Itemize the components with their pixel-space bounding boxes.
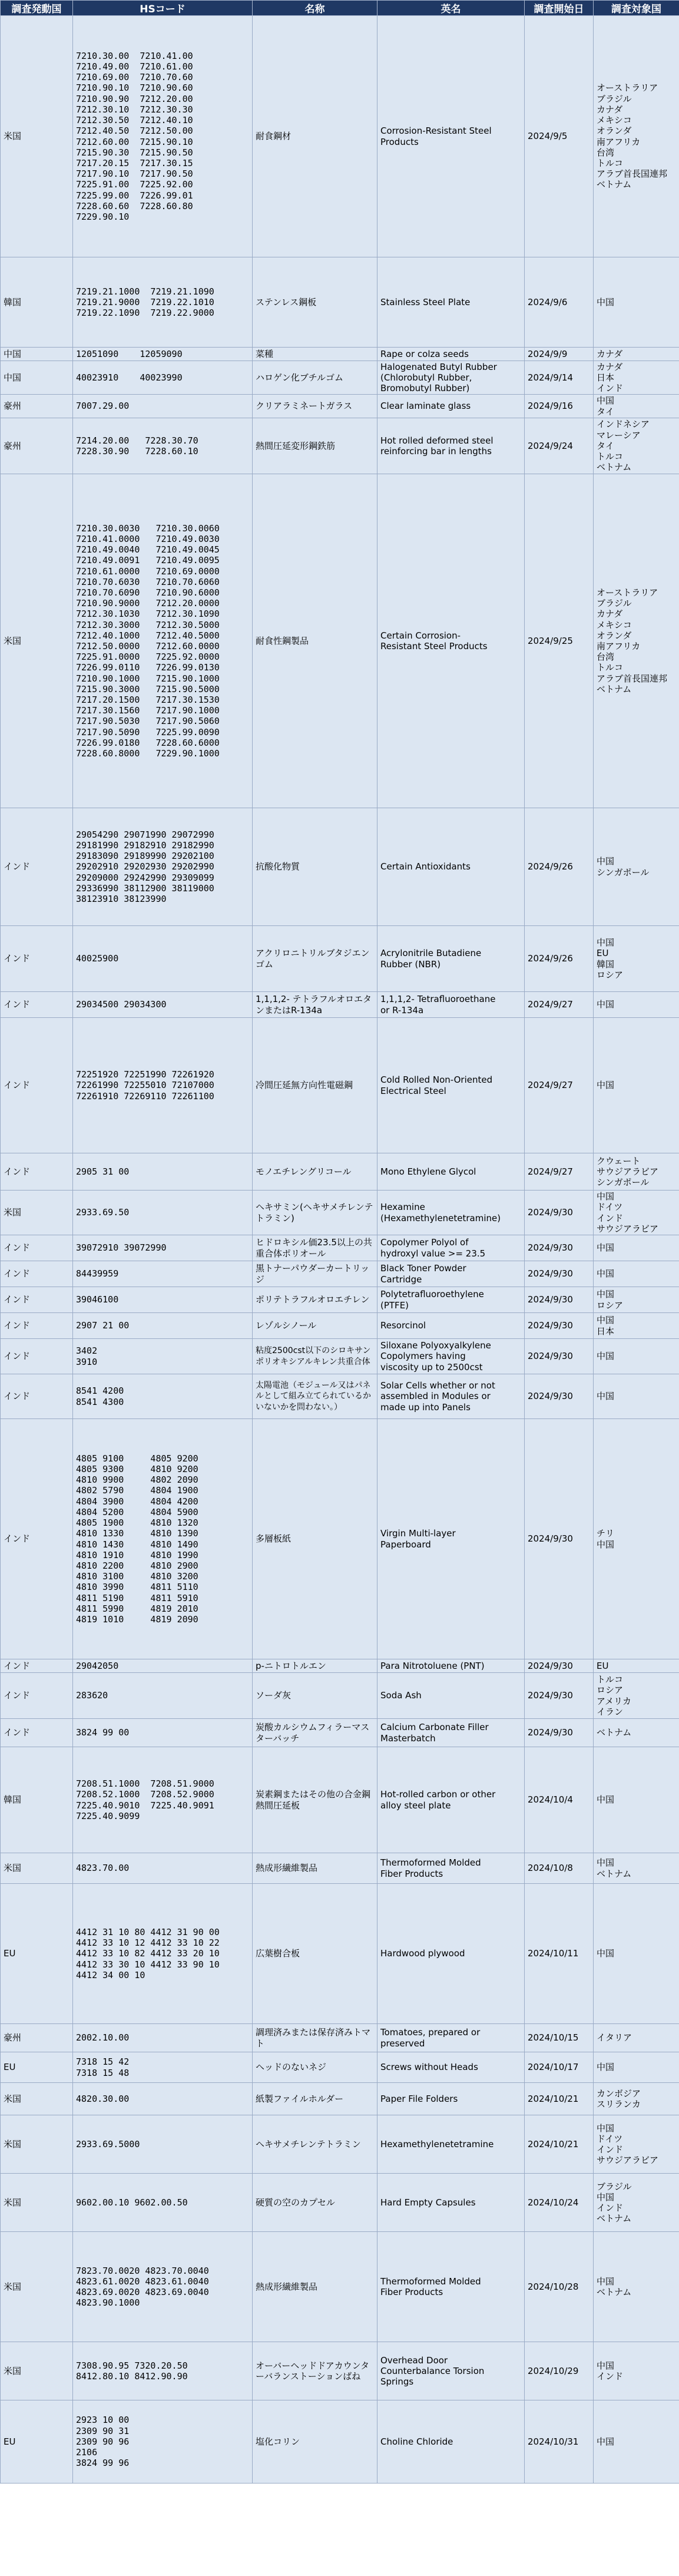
name-cell: 炭素鋼またはその他の合金鋼熱間圧延板: [253, 1747, 377, 1853]
date-cell: 2024/9/30: [525, 1374, 594, 1419]
hs-code-cell: 4820.30.00: [73, 2083, 253, 2115]
english-name-cell: Soda Ash: [377, 1673, 525, 1719]
name-cell: ヘッドのないネジ: [253, 2052, 377, 2083]
english-name-cell: Certain Antioxidants: [377, 808, 525, 926]
name-cell: 硬質の空のカプセル: [253, 2174, 377, 2232]
targets-cell: 中国: [594, 1235, 679, 1261]
targets-cell: 中国: [594, 1374, 679, 1419]
table-row: [1, 1374, 679, 1419]
targets-cell: 中国: [594, 257, 679, 348]
country-cell: インド: [1, 1313, 73, 1339]
hs-code-cell: 2933.69.50: [73, 1191, 253, 1235]
date-cell: 2024/10/24: [525, 2174, 594, 2232]
country-cell: 豪州: [1, 418, 73, 474]
hs-code-cell: 2002.10.00: [73, 2024, 253, 2052]
english-name-cell: Certain Corrosion- Resistant Steel Products: [377, 474, 525, 808]
country-cell: インド: [1, 1659, 73, 1673]
targets-cell: 中国 インド: [594, 2342, 679, 2400]
targets-cell: オーストラリア ブラジル カナダ メキシコ オランダ 南アフリカ 台湾 トルコ アラブ首長国連邦 ベトナム: [594, 474, 679, 808]
targets-cell: 中国 ドイツ インド サウジアラビア: [594, 2115, 679, 2174]
country-cell: 韓国: [1, 257, 73, 348]
table-row: [1, 2052, 679, 2083]
name-cell: クリアラミネートガラス: [253, 395, 377, 418]
country-cell: インド: [1, 1153, 73, 1191]
english-name-cell: Clear laminate glass: [377, 395, 525, 418]
name-cell: 抗酸化物質: [253, 808, 377, 926]
country-cell: インド: [1, 1673, 73, 1719]
date-cell: 2024/10/17: [525, 2052, 594, 2083]
name-cell: ヘキサメチレンテトラミン: [253, 2115, 377, 2174]
english-name-cell: Calcium Carbonate Filler Masterbatch: [377, 1719, 525, 1747]
date-cell: 2024/9/30: [525, 1191, 594, 1235]
table-row: [1, 2174, 679, 2232]
name-cell: 熱間圧延変形鋼鉄筋: [253, 418, 377, 474]
hs-code-cell: 7214.20.00 7228.30.70 7228.30.90 7228.60.10: [73, 418, 253, 474]
date-cell: 2024/9/30: [525, 1659, 594, 1673]
targets-cell: 中国: [594, 1339, 679, 1374]
table-row: [1, 992, 679, 1018]
table-row: [1, 2232, 679, 2342]
date-cell: 2024/9/26: [525, 926, 594, 992]
name-cell: 熱成形繊維製品: [253, 2232, 377, 2342]
name-cell: 粘度2500cst以下のシロキサンポリオキシアルキレン共重合体: [253, 1339, 377, 1374]
english-name-cell: Cold Rolled Non-Oriented Electrical Steel: [377, 1018, 525, 1153]
table-row: [1, 1287, 679, 1313]
english-name-cell: Screws without Heads: [377, 2052, 525, 2083]
date-cell: 2024/9/14: [525, 361, 594, 395]
date-cell: 2024/9/30: [525, 1673, 594, 1719]
date-cell: 2024/9/27: [525, 1018, 594, 1153]
header-hs-code: HSコード: [73, 1, 253, 16]
country-cell: インド: [1, 1018, 73, 1153]
table-row: [1, 2115, 679, 2174]
name-cell: 黒トナーパウダーカートリッジ: [253, 1261, 377, 1287]
date-cell: 2024/9/6: [525, 257, 594, 348]
targets-cell: トルコ ロシア アメリカ イラン: [594, 1673, 679, 1719]
hs-code-cell: 7210.30.0030 7210.30.0060 7210.41.0000 7210.49.0030 7210.49.0040 7210.49.0045 7210.49.0091 7210.49.0095 7210.61.0000 7210.69.0000 7210.70.6030 7210.70.6060 7210.70.6090 7210.90.6000 7210.90.9000 7212.20.0000 7212.30.1030 7212.30.1090 7212.30.3000 7212.30.5000 7212.40.1000 7212.40.5000 7212.50.0000 7212.60.0000 7225.91.0000 7225.92.0000 7226.99.0110 7226.99.0130 7210.90.1000 7215.90.1000 7215.90.3000 7215.90.5000 7217.20.1500 7217.30.1530 7217.30.1560 7217.90.1000 7217.90.5030 7217.90.5060 7217.90.5090 7225.99.0090 7226.99.0180 7228.60.6000 7228.60.8000 7229.90.1000: [73, 474, 253, 808]
hs-code-cell: 29054290 29071990 29072990 29181990 29182910 29182990 29183090 29189990 29202100 29202910 29202930 29202990 29209000 29242990 29309099 29336990 38112900 38119000 38123910 38123990: [73, 808, 253, 926]
name-cell: アクリロニトリルブタジエンゴム: [253, 926, 377, 992]
country-cell: インド: [1, 1719, 73, 1747]
english-name-cell: Hardwood plywood: [377, 1884, 525, 2024]
hs-code-cell: 4412 31 10 80 4412 31 90 00 4412 33 10 12 4412 33 10 22 4412 33 10 82 4412 33 20 10 4412 33 30 10 4412 33 90 10 4412 34 00 10: [73, 1884, 253, 2024]
targets-cell: チリ 中国: [594, 1419, 679, 1659]
table-row: [1, 2024, 679, 2052]
hs-code-cell: 283620: [73, 1673, 253, 1719]
table-row: [1, 1719, 679, 1747]
table-row: [1, 1153, 679, 1191]
hs-code-cell: 2933.69.5000: [73, 2115, 253, 2174]
hs-code-cell: 40023910 40023990: [73, 361, 253, 395]
name-cell: オーバーヘッドドアカウンターバランストーションばね: [253, 2342, 377, 2400]
country-cell: インド: [1, 926, 73, 992]
date-cell: 2024/9/30: [525, 1419, 594, 1659]
date-cell: 2024/10/21: [525, 2083, 594, 2115]
country-cell: インド: [1, 1261, 73, 1287]
name-cell: ヘキサミン(ヘキサメチレンテトラミン): [253, 1191, 377, 1235]
name-cell: ハロゲン化ブチルゴム: [253, 361, 377, 395]
english-name-cell: Siloxane Polyoxyalkylene Copolymers having viscosity up to 2500cst: [377, 1339, 525, 1374]
header-start-date: 調査開始日: [525, 1, 594, 16]
table-row: [1, 2400, 679, 2484]
name-cell: ポリテトラフルオロエチレン: [253, 1287, 377, 1313]
hs-code-cell: 29042050: [73, 1659, 253, 1673]
name-cell: 冷間圧延無方向性電磁鋼: [253, 1018, 377, 1153]
table-row: [1, 1673, 679, 1719]
hs-code-cell: 39072910 39072990: [73, 1235, 253, 1261]
hs-code-cell: 9602.00.10 9602.00.50: [73, 2174, 253, 2232]
table-row: [1, 474, 679, 808]
country-cell: 豪州: [1, 2024, 73, 2052]
country-cell: インド: [1, 808, 73, 926]
date-cell: 2024/9/30: [525, 1339, 594, 1374]
english-name-cell: Mono Ethylene Glycol: [377, 1153, 525, 1191]
english-name-cell: Corrosion-Resistant Steel Products: [377, 16, 525, 257]
hs-code-cell: 4805 9100 4805 9200 4805 9300 4810 9200 4810 9900 4802 2090 4802 5790 4804 1900 4804 3900 4804 4200 4804 5200 4804 5900 4805 1900 4810 1320 4810 1330 4810 1390 4810 1430 4810 1490 4810 1910 4810 1990 4810 2200 4810 2900 4810 3100 4810 3200 4810 3990 4811 5110 4811 5190 4811 5910 4811 5990 4819 2010 4819 1010 4819 2090: [73, 1419, 253, 1659]
table-row: [1, 1884, 679, 2024]
hs-code-cell: 2905 31 00: [73, 1153, 253, 1191]
targets-cell: 中国 シンガポール: [594, 808, 679, 926]
name-cell: 耐食性鋼製品: [253, 474, 377, 808]
date-cell: 2024/9/9: [525, 348, 594, 361]
hs-code-cell: 8541 4200 8541 4300: [73, 1374, 253, 1419]
table-row: [1, 808, 679, 926]
name-cell: p-ニトロトルエン: [253, 1659, 377, 1673]
table-row: [1, 2083, 679, 2115]
date-cell: 2024/10/15: [525, 2024, 594, 2052]
name-cell: モノエチレングリコール: [253, 1153, 377, 1191]
hs-code-cell: 72251920 72251990 72261920 72261990 72255010 72107000 72261910 72269110 72261100: [73, 1018, 253, 1153]
targets-cell: 中国 ロシア: [594, 1287, 679, 1313]
table-row: [1, 1853, 679, 1884]
name-cell: レゾルシノール: [253, 1313, 377, 1339]
hs-code-cell: 3402 3910: [73, 1339, 253, 1374]
targets-cell: EU: [594, 1659, 679, 1673]
country-cell: 米国: [1, 2083, 73, 2115]
date-cell: 2024/10/4: [525, 1747, 594, 1853]
table-row: [1, 1339, 679, 1374]
country-cell: インド: [1, 1235, 73, 1261]
english-name-cell: Rape or colza seeds: [377, 348, 525, 361]
english-name-cell: Acrylonitrile Butadiene Rubber (NBR): [377, 926, 525, 992]
name-cell: 菜種: [253, 348, 377, 361]
english-name-cell: Stainless Steel Plate: [377, 257, 525, 348]
country-cell: 米国: [1, 1853, 73, 1884]
english-name-cell: Halogenated Butyl Rubber (Chlorobutyl Rubber, Bromobutyl Rubber): [377, 361, 525, 395]
english-name-cell: Tomatoes, prepared or preserved: [377, 2024, 525, 2052]
country-cell: 米国: [1, 16, 73, 257]
name-cell: 広葉樹合板: [253, 1884, 377, 2024]
targets-cell: 中国 タイ: [594, 395, 679, 418]
english-name-cell: 1,1,1,2- Tetrafluoroethane or R-134a: [377, 992, 525, 1018]
date-cell: 2024/10/8: [525, 1853, 594, 1884]
english-name-cell: Resorcinol: [377, 1313, 525, 1339]
targets-cell: クウェート サウジアラビア シンガポール: [594, 1153, 679, 1191]
targets-cell: 中国: [594, 992, 679, 1018]
english-name-cell: Choline Chloride: [377, 2400, 525, 2484]
date-cell: 2024/9/30: [525, 1287, 594, 1313]
header-name: 名称: [253, 1, 377, 16]
hs-code-cell: 2923 10 00 2309 90 31 2309 90 96 2106 3824 99 96: [73, 2400, 253, 2484]
table-row: [1, 348, 679, 361]
name-cell: 調理済みまたは保存済みトマト: [253, 2024, 377, 2052]
country-cell: 米国: [1, 2342, 73, 2400]
hs-code-cell: 7219.21.1000 7219.21.1090 7219.21.9000 7219.22.1010 7219.22.1090 7219.22.9000: [73, 257, 253, 348]
date-cell: 2024/9/24: [525, 418, 594, 474]
country-cell: EU: [1, 2052, 73, 2083]
date-cell: 2024/10/11: [525, 1884, 594, 2024]
table-row: [1, 926, 679, 992]
name-cell: ステンレス鋼板: [253, 257, 377, 348]
country-cell: 韓国: [1, 1747, 73, 1853]
table-row: [1, 1659, 679, 1673]
targets-cell: 中国 ドイツ インド サウジアラビア: [594, 1191, 679, 1235]
targets-cell: 中国 EU 韓国 ロシア: [594, 926, 679, 992]
country-cell: 米国: [1, 2232, 73, 2342]
hs-code-cell: 40025900: [73, 926, 253, 992]
country-cell: インド: [1, 1339, 73, 1374]
table-row: [1, 1313, 679, 1339]
country-cell: 米国: [1, 2115, 73, 2174]
date-cell: 2024/9/30: [525, 1235, 594, 1261]
date-cell: 2024/10/29: [525, 2342, 594, 2400]
date-cell: 2024/9/16: [525, 395, 594, 418]
date-cell: 2024/10/31: [525, 2400, 594, 2484]
targets-cell: 中国 ベトナム: [594, 1853, 679, 1884]
name-cell: 塩化コリン: [253, 2400, 377, 2484]
targets-cell: 中国 ベトナム: [594, 2232, 679, 2342]
date-cell: 2024/9/27: [525, 992, 594, 1018]
hs-code-cell: 39046100: [73, 1287, 253, 1313]
date-cell: 2024/9/26: [525, 808, 594, 926]
hs-code-cell: 7308.90.95 7320.20.50 8412.80.10 8412.90.90: [73, 2342, 253, 2400]
hs-code-cell: 84439959: [73, 1261, 253, 1287]
name-cell: 炭酸カルシウムフィラーマスターバッチ: [253, 1719, 377, 1747]
name-cell: 多層板紙: [253, 1419, 377, 1659]
table-row: [1, 1191, 679, 1235]
table-row: [1, 1419, 679, 1659]
hs-code-cell: 7823.70.0020 4823.70.0040 4823.61.0020 4823.61.0040 4823.69.0020 4823.69.0040 4823.90.1000: [73, 2232, 253, 2342]
header-country: 調査発動国: [1, 1, 73, 16]
table-row: [1, 418, 679, 474]
table-row: [1, 2342, 679, 2400]
header-target-countries: 調査対象国: [594, 1, 679, 16]
english-name-cell: Thermoformed Molded Fiber Products: [377, 2232, 525, 2342]
hs-code-cell: 3824 99 00: [73, 1719, 253, 1747]
targets-cell: 中国: [594, 2400, 679, 2484]
country-cell: インド: [1, 1287, 73, 1313]
targets-cell: カナダ: [594, 348, 679, 361]
name-cell: 1,1,1,2- テトラフルオロエタンまたはR-134a: [253, 992, 377, 1018]
header-english-name: 英名: [377, 1, 525, 16]
name-cell: 太陽電池（モジュール又はパネルとして組み立てられているかいないかを問わない。）: [253, 1374, 377, 1419]
hs-code-cell: 12051090 12059090: [73, 348, 253, 361]
date-cell: 2024/9/5: [525, 16, 594, 257]
targets-cell: 中国 日本: [594, 1313, 679, 1339]
english-name-cell: Hexamethylenetetramine: [377, 2115, 525, 2174]
targets-cell: 中国: [594, 2052, 679, 2083]
english-name-cell: Hot rolled deformed steel reinforcing bar in lengths: [377, 418, 525, 474]
table-row: [1, 361, 679, 395]
hs-code-cell: 7210.30.00 7210.41.00 7210.49.00 7210.61.00 7210.69.00 7210.70.60 7210.90.10 7210.90.60 7210.90.90 7212.20.00 7212.30.10 7212.30.30 7212.30.50 7212.40.10 7212.40.50 7212.50.00 7212.60.00 7215.90.10 7215.90.30 7215.90.50 7217.20.15 7217.30.15 7217.90.10 7217.90.50 7225.91.00 7225.92.00 7225.99.00 7226.99.01 7228.60.60 7228.60.80 7229.90.10: [73, 16, 253, 257]
name-cell: ヒドロキシル価23.5以上の共重合体ポリオール: [253, 1235, 377, 1261]
date-cell: 2024/9/30: [525, 1261, 594, 1287]
table-row: [1, 16, 679, 257]
table-row: [1, 1261, 679, 1287]
english-name-cell: Paper File Folders: [377, 2083, 525, 2115]
name-cell: ソーダ灰: [253, 1673, 377, 1719]
country-cell: インド: [1, 1419, 73, 1659]
country-cell: 米国: [1, 474, 73, 808]
targets-cell: カナダ 日本 インド: [594, 361, 679, 395]
country-cell: インド: [1, 1374, 73, 1419]
country-cell: 米国: [1, 2174, 73, 2232]
table-row: [1, 1018, 679, 1153]
targets-cell: カンボジア スリランカ: [594, 2083, 679, 2115]
hs-code-cell: 29034500 29034300: [73, 992, 253, 1018]
hs-code-cell: 7007.29.00: [73, 395, 253, 418]
country-cell: 中国: [1, 348, 73, 361]
targets-cell: イタリア: [594, 2024, 679, 2052]
english-name-cell: Copolymer Polyol of hydroxyl value >= 23.5: [377, 1235, 525, 1261]
country-cell: 豪州: [1, 395, 73, 418]
name-cell: 紙製ファイルホルダー: [253, 2083, 377, 2115]
english-name-cell: Hard Empty Capsules: [377, 2174, 525, 2232]
table-row: [1, 257, 679, 348]
english-name-cell: Hot-rolled carbon or other alloy steel plate: [377, 1747, 525, 1853]
date-cell: 2024/9/30: [525, 1313, 594, 1339]
targets-cell: 中国: [594, 1747, 679, 1853]
targets-cell: インドネシア マレーシア タイ トルコ ベトナム: [594, 418, 679, 474]
country-cell: EU: [1, 1884, 73, 2024]
english-name-cell: Polytetrafluoroethylene (PTFE): [377, 1287, 525, 1313]
targets-cell: オーストラリア ブラジル カナダ メキシコ オランダ 南アフリカ 台湾 トルコ アラブ首長国連邦 ベトナム: [594, 16, 679, 257]
table-row: [1, 1747, 679, 1853]
english-name-cell: Hexamine (Hexamethylenetetramine): [377, 1191, 525, 1235]
table-row: [1, 395, 679, 418]
date-cell: 2024/10/21: [525, 2115, 594, 2174]
hs-code-cell: 7208.51.1000 7208.51.9000 7208.52.1000 7208.52.9000 7225.40.9010 7225.40.9091 7225.40.9099: [73, 1747, 253, 1853]
hs-code-cell: 7318 15 42 7318 15 48: [73, 2052, 253, 2083]
date-cell: 2024/10/28: [525, 2232, 594, 2342]
country-cell: 米国: [1, 1191, 73, 1235]
english-name-cell: Solar Cells whether or not assembled in Modules or made up into Panels: [377, 1374, 525, 1419]
targets-cell: ベトナム: [594, 1719, 679, 1747]
english-name-cell: Overhead Door Counterbalance Torsion Springs: [377, 2342, 525, 2400]
english-name-cell: Black Toner Powder Cartridge: [377, 1261, 525, 1287]
country-cell: インド: [1, 992, 73, 1018]
targets-cell: 中国: [594, 1884, 679, 2024]
header-row: [1, 1, 679, 16]
english-name-cell: Para Nitrotoluene (PNT): [377, 1659, 525, 1673]
name-cell: 熱成形繊維製品: [253, 1853, 377, 1884]
date-cell: 2024/9/27: [525, 1153, 594, 1191]
hs-code-cell: 2907 21 00: [73, 1313, 253, 1339]
date-cell: 2024/9/25: [525, 474, 594, 808]
date-cell: 2024/9/30: [525, 1719, 594, 1747]
country-cell: 中国: [1, 361, 73, 395]
name-cell: 耐食鋼材: [253, 16, 377, 257]
targets-cell: 中国: [594, 1261, 679, 1287]
targets-cell: ブラジル 中国 インド ベトナム: [594, 2174, 679, 2232]
table-row: [1, 1235, 679, 1261]
country-cell: EU: [1, 2400, 73, 2484]
targets-cell: 中国: [594, 1018, 679, 1153]
english-name-cell: Virgin Multi-layer Paperboard: [377, 1419, 525, 1659]
hs-code-cell: 4823.70.00: [73, 1853, 253, 1884]
english-name-cell: Thermoformed Molded Fiber Products: [377, 1853, 525, 1884]
